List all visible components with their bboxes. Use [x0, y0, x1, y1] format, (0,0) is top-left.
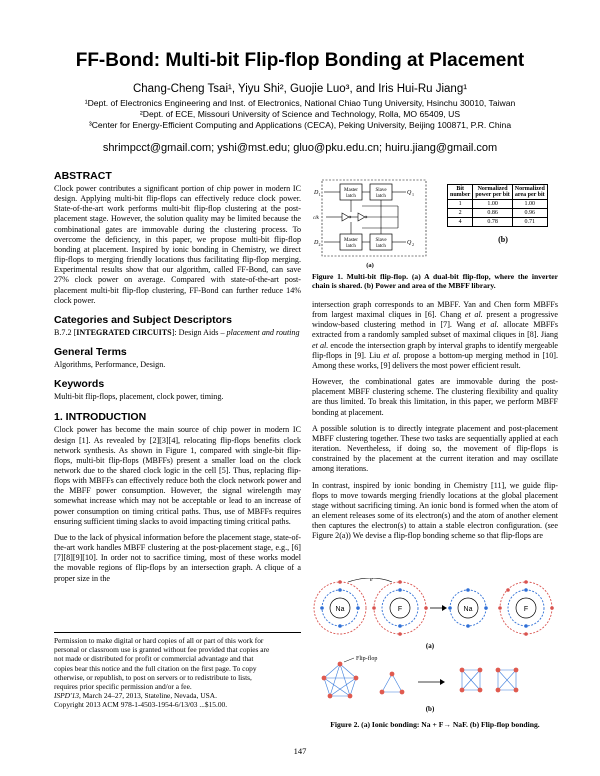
permission-line: not made or distributed for profit or commercial advantage and that: [54, 654, 254, 664]
intro-paragraph-2: Due to the lack of physical information before the placement stage, state-of-the-art work handles MBFF clustering at the post-placement stage, e.g., [6][7][8][9][10]. In order not to sacrifice timing, most of these works model the movable regions of flip-flops by an intersection graph. A clique of a proper size in the: [54, 532, 301, 583]
permission-line: copies bear this notice and the full citation on the first page. To copy: [54, 663, 257, 673]
graph-pentagon: [322, 662, 359, 699]
table-row: [448, 200, 548, 209]
m1-label-top: Master: [344, 188, 358, 193]
bonding-arrowhead: [440, 679, 445, 685]
author-line: Chang-Cheng Tsai¹, Yiyu Shi², Guojie Luo³, and Iris Hui-Ru Jiang¹: [132, 83, 468, 95]
header-power: [473, 185, 512, 200]
terms-heading: General Terms: [54, 346, 127, 359]
mbff-library-table: [447, 184, 548, 227]
s1-label-bottom: latch: [376, 194, 386, 199]
figure1-circuit: [312, 176, 437, 272]
table-cell: 1.00: [512, 200, 547, 209]
intro-heading: 1. INTRODUCTION: [54, 411, 147, 424]
right-paragraph-4: In contrast, inspired by ionic bonding in Chemistry [11], we guide flip-flops to move towards merging friendly locations at the global placement stage without sacrificing timing. An ionic bond is formed when the atom of an element releases some of its electron(s) and the atom of another element then captures the electron(s) to attain a stable electron configuration. (see Figure 2(a)) We devise a flip-flop bonding scheme so that flip-flops are: [312, 480, 558, 541]
categories-text: [54, 328, 301, 338]
graph-triangle: [380, 672, 405, 695]
header-text: Bit: [456, 186, 464, 192]
atom-label: F: [523, 606, 529, 613]
figure1-table-wrap: [447, 184, 559, 244]
atom-label: F: [397, 606, 403, 613]
q2-label: Q: [407, 240, 412, 246]
right-paragraph-3: A possible solution is to directly integrate placement and post-placement MBFF clustering together. These two tasks are sequentially applied at each iteration. Nevertheless, if doing so, the movement of flip-flops is constrained by the placement at the current iteration and may oscillate among iterations.: [312, 423, 558, 474]
permission-line: otherwise, or republish, to post on servers or to redistribute to lists,: [54, 672, 252, 682]
p1-text: propose a bottom-up merging method in [10]. Among these works, [9] delivers the most power efficient result.: [312, 350, 558, 370]
p1-text: allocate MBFFs extracted from a randomly sampled subset of maximal cliques in [8]. Jiang: [312, 320, 558, 340]
table-cell: 0.86: [473, 209, 512, 218]
figure2-caption: Figure 2. (a) Ionic bonding: Na + F→ NaF. (b) Flip-flop bonding.: [330, 720, 540, 729]
abstract-text: Clock power contributes a significant portion of chip power in modern IC design. Applying multi-bit flip-flops can effectively reduce clock power. State-of-the-art work performs multi-bit flip-flop clustering at the post-placement stage. However, the solution quality may be limited because the combinational gates are immovable during the clustering process. To overcome the deficiency, in this paper, we propose multi-bit flip-flop bonding at placement. Inspired by ionic bonding in Chemistry, we direct flip-flops to merging friendly locations thus facilitating flip-flop merging. Experimental results show that our algorithm, called FF-Bond, can save 27% clock power on average. Compared with state-of-the-art post-placement multi-bit flip-flop clustering, FF-Bond can further reduce 14% clock power.: [54, 184, 301, 305]
atom-na-2: [450, 590, 486, 626]
d2-label: D: [314, 240, 319, 246]
affiliation-3: ³Center for Energy-Efficient Computing and Applications (CECA), Peking University, Beijing 100871, P.R. China: [88, 120, 512, 130]
table-cell: 0.71: [512, 218, 547, 227]
paper-title: FF-Bond: Multi-bit Flip-flop Bonding at Placement: [75, 50, 525, 71]
permission-line: requires prior specific permission and/or a fee.: [54, 682, 192, 692]
p1-text: encode the intersection graph by interval graphs to identify mergeable flip-flops in [9]. Liu: [312, 340, 558, 360]
terms-text: Algorithms, Performance, Design.: [54, 360, 166, 370]
p1-italic: et al.: [312, 340, 329, 350]
p1-text: present a progressive window-based clustering method in [7]. Wang: [312, 310, 558, 330]
flipflop-label: Flip-flop: [356, 656, 378, 662]
figure2-sub-b: (b): [425, 705, 435, 713]
header-text: Normalized: [514, 186, 545, 192]
d2-sub: 2: [318, 242, 321, 247]
graph-square-1: [460, 668, 483, 693]
p1-italic: et al.: [464, 310, 483, 320]
d1-sub: 1: [318, 192, 321, 197]
table-cell: 4: [448, 218, 473, 227]
header-area: [512, 185, 547, 200]
venue-name: ISPD'13: [54, 691, 79, 701]
permission-block: [54, 632, 301, 710]
p1-italic: et al.: [383, 350, 401, 360]
figure1-sub-a: (a): [366, 262, 374, 269]
atom-label: Na: [335, 606, 345, 613]
inverter-1: [342, 213, 349, 221]
d1-label: D: [314, 190, 319, 196]
header-text: number: [450, 192, 471, 198]
header-text: Normalized: [477, 186, 508, 192]
table-cell: 0.78: [473, 218, 512, 227]
atom-label: Na: [463, 606, 473, 613]
s2-label-top: Slave: [375, 238, 387, 243]
ionic-bonding-diagram: [312, 578, 558, 714]
header-bit: [448, 185, 473, 200]
table-cell: 1: [448, 200, 473, 209]
left-column: [54, 170, 301, 584]
p1-text: intersection graph corresponds to an MBFF. Yan and Chen form MBFFs from largest maximal cliques in [6]. Chang: [312, 300, 558, 320]
table-row: [448, 209, 548, 218]
dual-bit-flipflop-diagram: [312, 176, 437, 272]
p1-italic: et al.: [479, 320, 499, 330]
header-text: area per bit: [514, 192, 545, 198]
categories-italic: placement and routing: [226, 327, 300, 337]
s2-label-bottom: latch: [376, 244, 386, 249]
permission-line: personal or classroom use is granted without fee provided that copies are: [54, 645, 270, 655]
venue-line: [54, 691, 301, 700]
q2-sub: 2: [412, 242, 414, 247]
copyright-line: Copyright 2013 ACM 978-1-4503-1954-6/13/03 ...$15.00.: [54, 700, 228, 710]
table-row: [448, 218, 548, 227]
graph-square-2: [496, 668, 519, 693]
keywords-text: Multi-bit flip-flops, placement, clock power, timing.: [54, 392, 224, 402]
categories-heading: Categories and Subject Descriptors: [54, 313, 232, 326]
table-header-row: [448, 185, 548, 200]
keywords-heading: Keywords: [54, 378, 105, 391]
page-number: 147: [293, 746, 307, 756]
categories-bold: INTEGRATED CIRCUITS: [76, 327, 172, 337]
q1-sub: 1: [412, 192, 414, 197]
categories-code: B.7.2 [: [54, 327, 77, 337]
figure1-caption: Figure 1. Multi-bit flip-flop. (a) A dual-bit flip-flop, where the inverter chain is shared. (b) Power and area of the MBFF library.: [312, 272, 558, 291]
permission-line: Permission to make digital or hard copies of all or part of this work for: [54, 636, 264, 645]
electron-label: e: [370, 578, 373, 583]
right-paragraph-2: However, the combinational gates are immovable during the post-placement MBFF clustering scheme. The clustering flexibility and quality are thus limited. To break this limitation, in this paper, we perform MBFF bonding at placement.: [312, 377, 558, 417]
inverter-2: [358, 213, 365, 221]
m1-label-bottom: latch: [346, 194, 356, 199]
table-cell: 1.00: [473, 200, 512, 209]
q1-label: Q: [407, 190, 412, 196]
reaction-arrowhead: [442, 605, 447, 611]
affiliation-1: ¹Dept. of Electronics Engineering and Inst. of Electronics, National Chiao Tung University, Hsinchu 30010, Taiwan: [84, 98, 516, 108]
s1-label-top: Slave: [375, 188, 387, 193]
categories-rest: ]: Design Aids –: [171, 327, 227, 337]
author-emails: shrimpcct@gmail.com; yshi@mst.edu; gluo@pku.edu.cn; huiru.jiang@gmail.com: [102, 142, 498, 154]
m2-label-bottom: latch: [346, 244, 356, 249]
abstract-heading: ABSTRACT: [54, 170, 112, 182]
venue-rest: , March 24–27, 2013, Stateline, Nevada, USA.: [78, 691, 217, 701]
figure1-sub-b: (b): [498, 235, 508, 244]
clk-label: clk: [313, 216, 319, 221]
right-column: [312, 300, 558, 541]
figure2-sub-a: (a): [425, 642, 435, 650]
right-paragraph-1: [312, 300, 558, 371]
header-text: power per bit: [475, 192, 510, 198]
table-cell: 0.96: [512, 209, 547, 218]
m2-label-top: Master: [344, 238, 358, 243]
figure2: [312, 578, 558, 733]
affiliation-2: ²Dept. of ECE, Missouri University of Science and Technology, Rolla, MO 65409, US: [139, 109, 461, 119]
intro-paragraph-1: Clock power has become the main source of chip power in modern IC design [1]. As revealed by [2][3][4], relocating flip-flops benefits clock network synthesis. As shown in Figure 1, compared with single-bit flip-flops, multi-bit flip-flops (MBFFs) present a smaller load on the clock network due to the shared clock logic in the cell [5]. Thus, replacing flip-flops with MBFFs can effectively reduce both the clock network power and the MBFF power consumption. However, the signal wirelength may somewhat increase which may not be acceptable or lead to an increase of power consumption on timing critical paths. Thus, use of MBFFs requires ensuring sufficient timing slacks to avoid impacting timing critical paths.: [54, 425, 301, 526]
table-cell: 2: [448, 209, 473, 218]
flipflop-pointer: [344, 658, 354, 662]
